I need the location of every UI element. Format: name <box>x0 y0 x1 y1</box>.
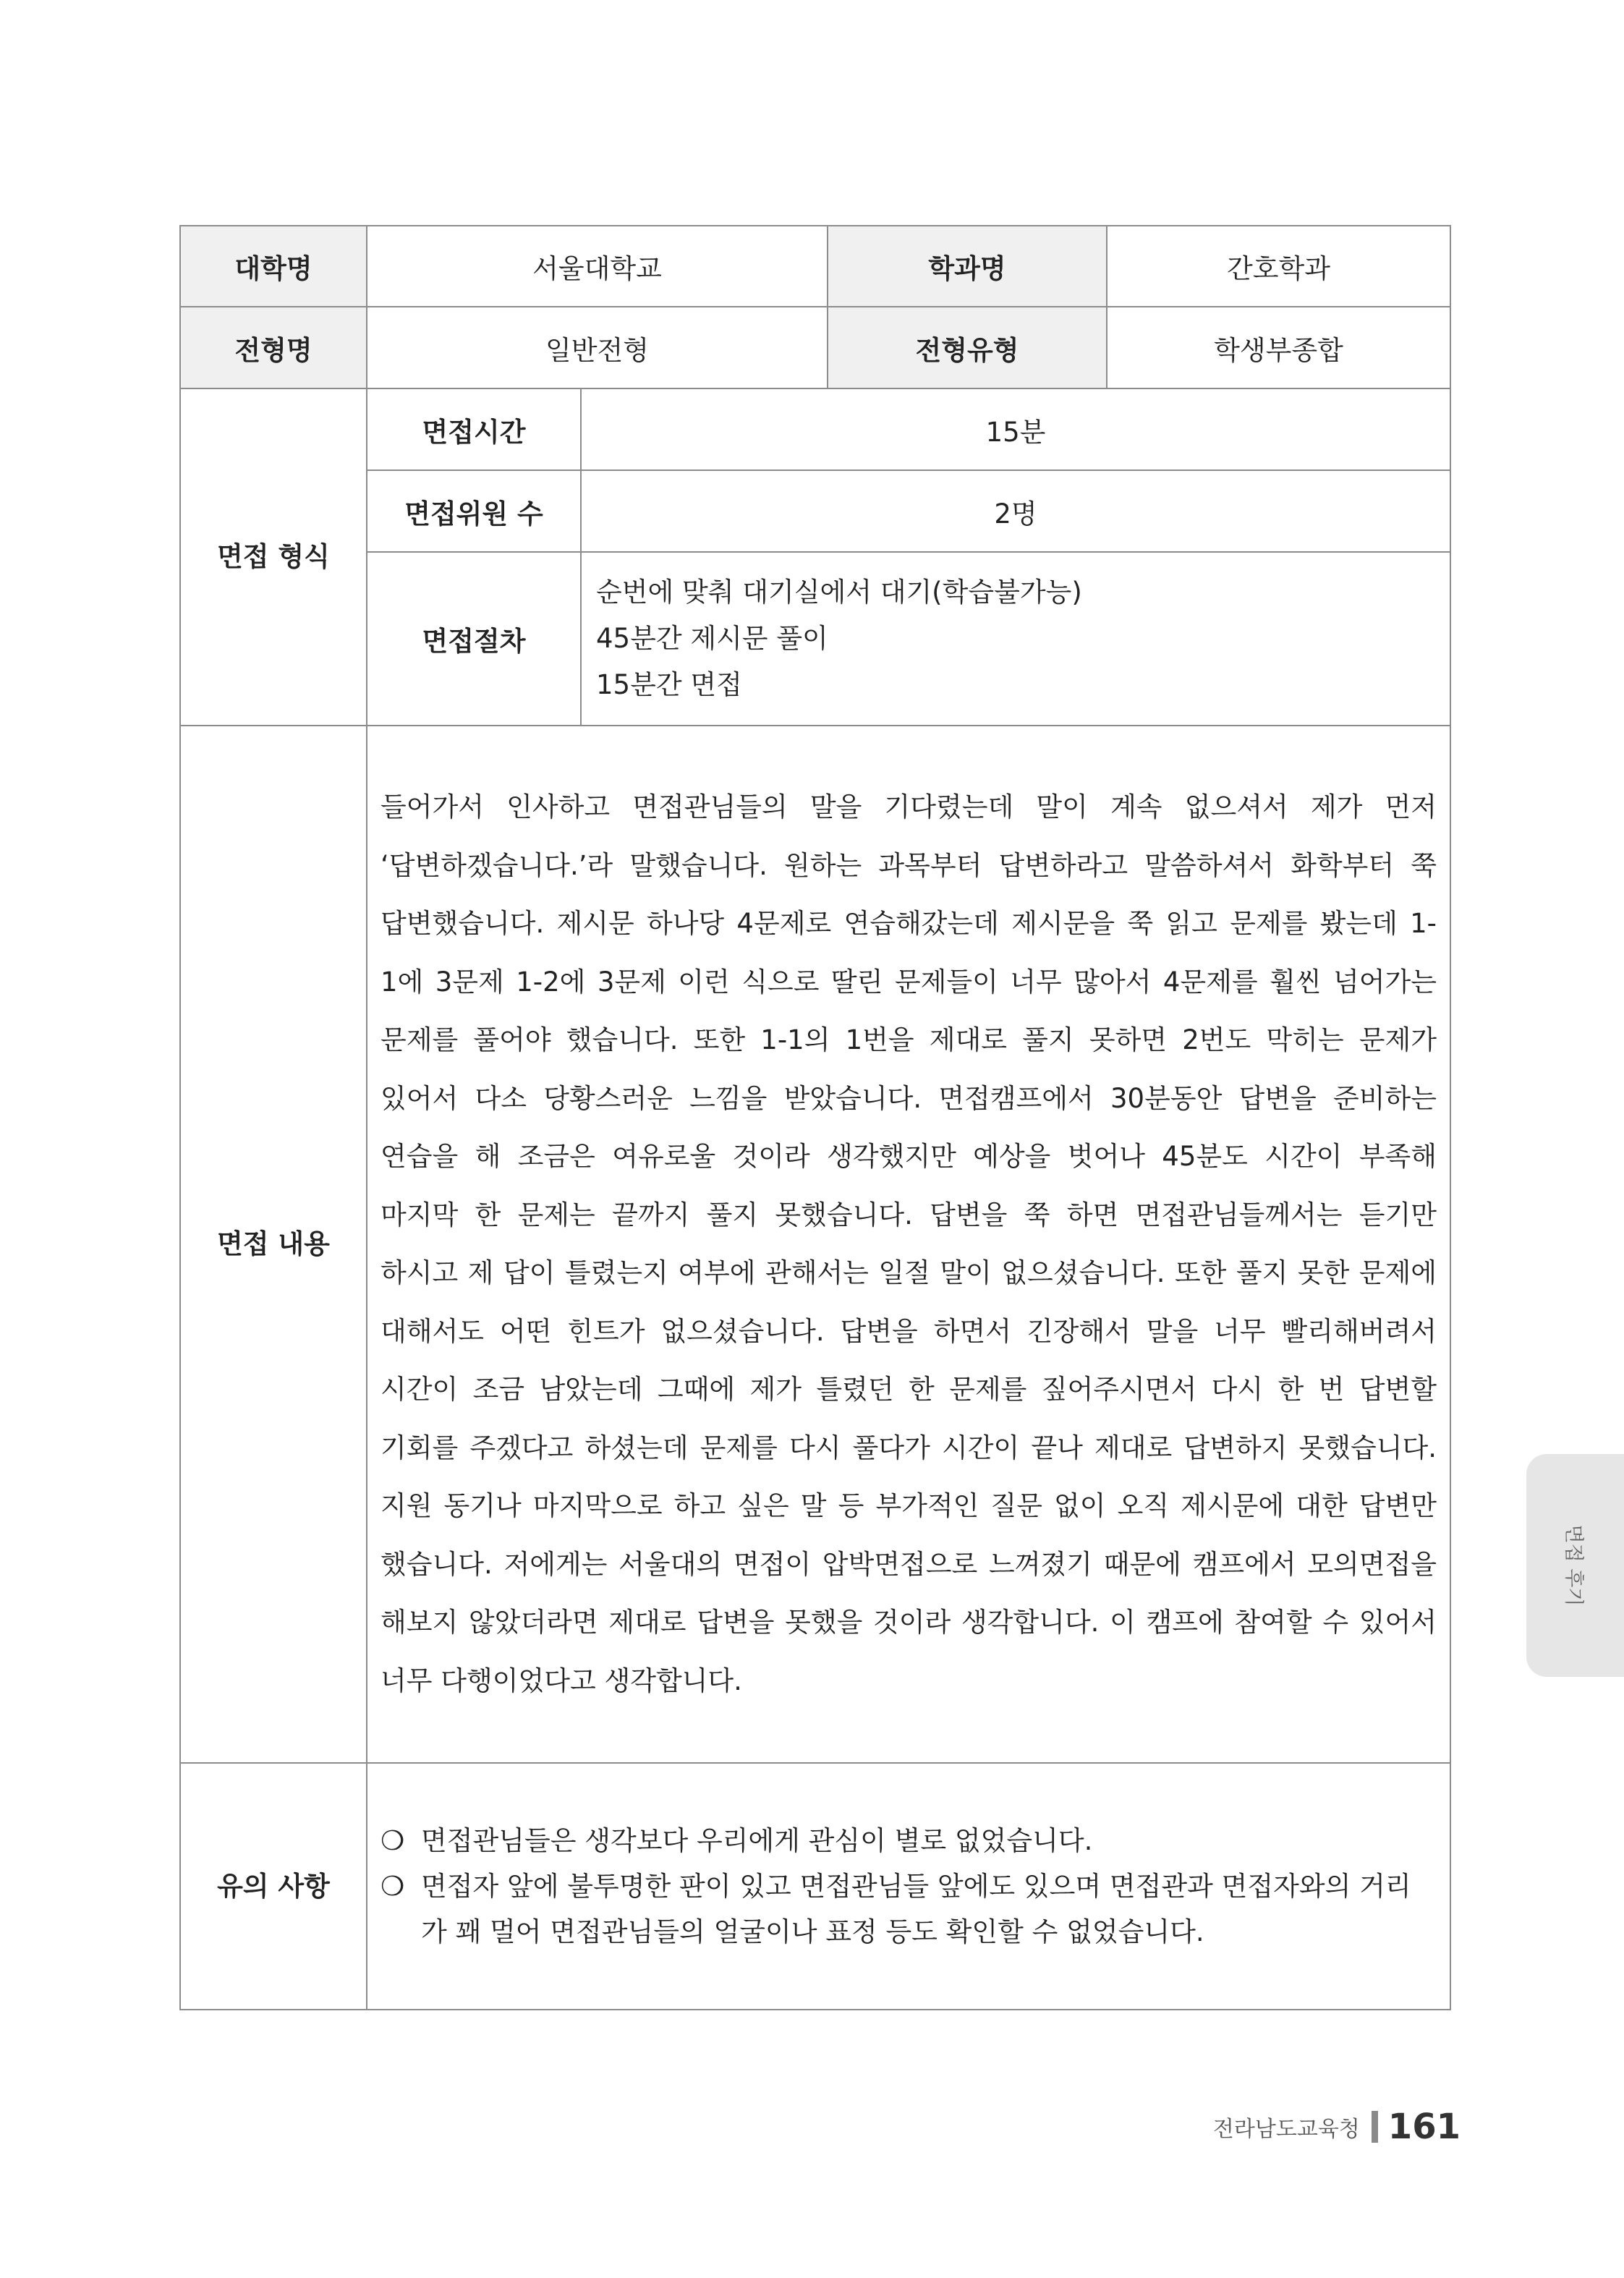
circle-bullet-icon: ❍ <box>381 1825 405 1856</box>
note-item <box>381 1863 1437 1955</box>
interview-review-table <box>179 225 1451 2010</box>
content-paragraph: 들어가서 인사하고 면접관님들의 말을 기다렸는데 말이 계속 없으셔서 제가 먼저 ‘답변하겠습니다.’라 말했습니다. 원하는 과목부터 답변하라고 말씀하셔서 화학부터 쭉 답변했습니다. 제시문 하나당 4문제로 연습해갔는데 제시문을 쭉 읽고 문제를 봤는데 1-1에 3문제 1-2에 3문제 이런 식으로 딸린 문제들이 너무 많아서 4문제를 훨씬 넘어가는 문제를 풀어야 했습니다. 또한 1-1의 1번을 제대로 풀지 못하면 2번도 막히는 문제가 있어서 다소 당황스러운 느낌을 받았습니다. 면접캠프에서 30분동안 답변을 준비하는 연습을 해 조금은 여유로울 것이라 생각했지만 예상을 벗어나 45분도 시간이 부족해 마지막 한 문제는 끝까지 풀지 못했습니다. 답변을 쭉 하면 면접관님들께서는 듣기만 하시고 제 답이 틀렸는지 여부에 관해서는 일절 말이 없으셨습니다. 또한 풀지 못한 문제에 대해서도 어떤 힌트가 없으셨습니다. 답변을 하면서 긴장해서 말을 너무 빨리해버려서 시간이 조금 남았는데 그때에 제가 틀렸던 한 문제를 짚어주시면서 다시 한 번 답변할 기회를 주겠다고 하셨는데 문제를 다시 풀다가 시간이 끝나 제대로 답변하지 못했습니다. 지원 동기나 마지막으로 하고 싶은 말 등 부가적인 질문 없이 오직 제시문에 대한 답변만 했습니다. 저에게는 서울대의 면접이 압박면접으로 느껴졌기 때문에 캠프에서 모의면접을 해보지 않았더라면 제대로 답변을 못했을 것이라 생각합니다. 이 캠프에 참여할 수 있어서 너무 다행이었다고 생각합니다. <box>381 791 1437 1696</box>
note-item <box>381 1818 1437 1863</box>
value-admission-name: 일반전형 <box>367 307 828 388</box>
value-procedure <box>581 552 1450 726</box>
label-procedure: 면접절차 <box>367 552 581 726</box>
label-interview-format-text: 면접 형식 <box>217 541 330 572</box>
procedure-step: 15분간 면접 <box>596 669 742 700</box>
row-interview-content <box>180 726 1450 1763</box>
label-interview-content-text: 면접 내용 <box>217 1228 330 1259</box>
procedure-step: 순번에 맞춰 대기실에서 대기(학습불가능) <box>596 577 1082 608</box>
circle-bullet-icon: ❍ <box>381 1871 405 1902</box>
label-notes <box>180 1763 367 2010</box>
value-interview-content <box>367 726 1450 1763</box>
section-side-tab-label: 면접 후기 <box>1562 1524 1584 1607</box>
row-procedure <box>180 552 1450 726</box>
label-panel-count: 면접위원 수 <box>367 470 581 552</box>
row-interview-time <box>180 388 1450 470</box>
value-panel-count: 2명 <box>581 470 1450 552</box>
label-department: 학과명 <box>828 226 1107 307</box>
section-side-tab <box>1526 1454 1624 1677</box>
label-university: 대학명 <box>180 226 367 307</box>
label-admission-name: 전형명 <box>180 307 367 388</box>
label-interview-format <box>180 388 367 726</box>
value-notes <box>367 1763 1450 2010</box>
footer-divider <box>1372 2111 1378 2143</box>
row-panel-count <box>180 470 1450 552</box>
value-interview-time: 15분 <box>581 388 1450 470</box>
row-notes <box>180 1763 1450 2010</box>
row-admission <box>180 307 1450 388</box>
label-interview-time: 면접시간 <box>367 388 581 470</box>
label-admission-type: 전형유형 <box>828 307 1107 388</box>
label-interview-content <box>180 726 367 1763</box>
value-university: 서울대학교 <box>367 226 828 307</box>
page-footer <box>1213 2101 1461 2152</box>
page-number: 161 <box>1387 2107 1461 2147</box>
note-text: 면접관님들은 생각보다 우리에게 관심이 별로 없었습니다. <box>421 1825 1093 1856</box>
note-text: 면접자 앞에 불투명한 판이 있고 면접관님들 앞에도 있으며 면접관과 면접자와의 거리가 꽤 멀어 면접관님들의 얼굴이나 표정 등도 확인할 수 없었습니다. <box>421 1871 1411 1947</box>
value-department: 간호학과 <box>1107 226 1450 307</box>
value-admission-type: 학생부종합 <box>1107 307 1450 388</box>
row-university <box>180 226 1450 307</box>
label-notes-text: 유의 사항 <box>217 1870 330 1902</box>
procedure-step: 45분간 제시문 풀이 <box>596 623 828 654</box>
footer-organization: 전라남도교육청 <box>1212 2117 1360 2142</box>
